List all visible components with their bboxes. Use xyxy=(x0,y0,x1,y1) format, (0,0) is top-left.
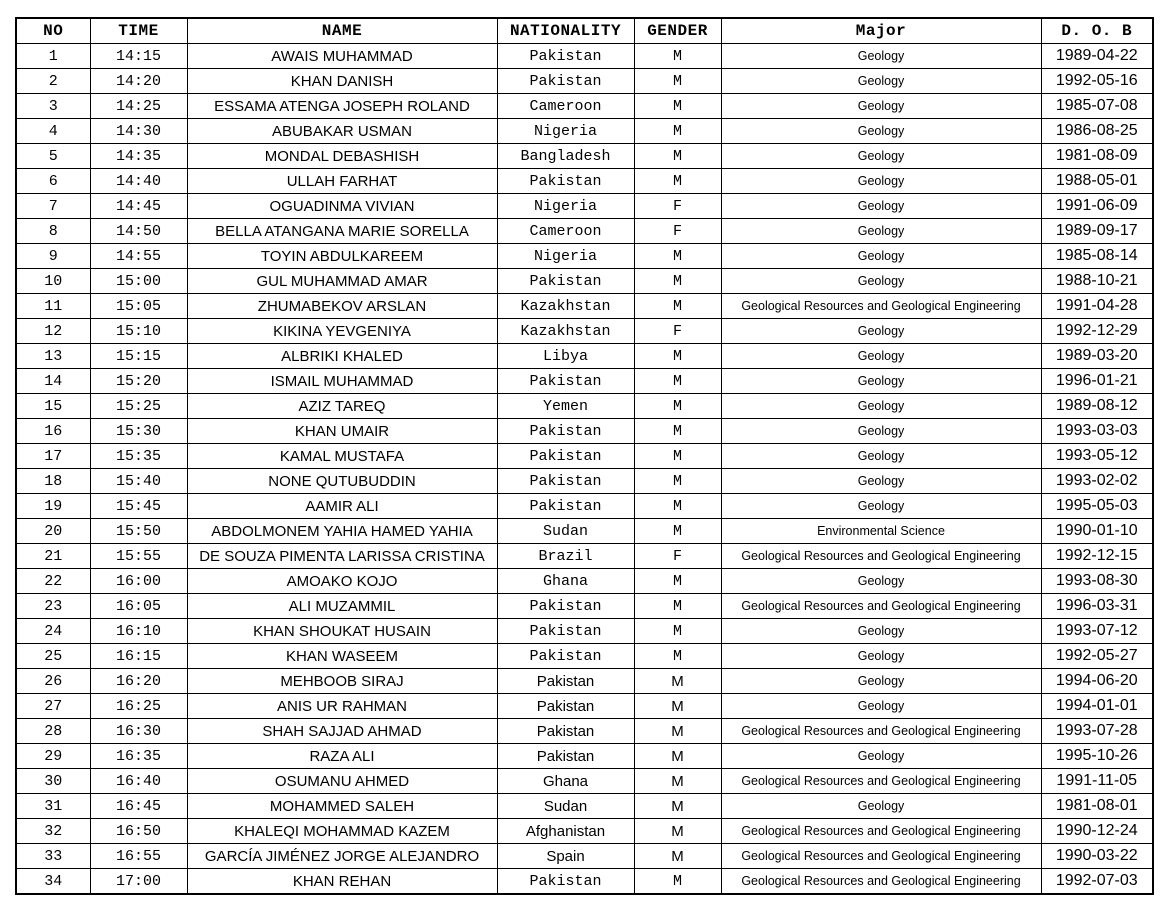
cell-dob: 1989-08-12 xyxy=(1041,394,1153,419)
cell-no: 15 xyxy=(16,394,90,419)
table-row xyxy=(16,644,1153,669)
table-row xyxy=(16,344,1153,369)
cell-time: 16:45 xyxy=(90,794,187,819)
cell-dob: 1991-06-09 xyxy=(1041,194,1153,219)
cell-no: 14 xyxy=(16,369,90,394)
table-row xyxy=(16,194,1153,219)
cell-dob: 1992-05-16 xyxy=(1041,69,1153,94)
cell-name: RAZA ALI xyxy=(187,744,497,769)
cell-dob: 1988-05-01 xyxy=(1041,169,1153,194)
cell-gender: M xyxy=(634,644,721,669)
cell-dob: 1993-02-02 xyxy=(1041,469,1153,494)
cell-gender: M xyxy=(634,594,721,619)
cell-nationality: Cameroon xyxy=(497,94,634,119)
cell-major: Geology xyxy=(721,369,1041,394)
cell-dob: 1986-08-25 xyxy=(1041,119,1153,144)
cell-no: 17 xyxy=(16,444,90,469)
cell-no: 3 xyxy=(16,94,90,119)
table-row xyxy=(16,169,1153,194)
cell-nationality: Kazakhstan xyxy=(497,294,634,319)
cell-dob: 1988-10-21 xyxy=(1041,269,1153,294)
cell-dob: 1994-06-20 xyxy=(1041,669,1153,694)
cell-no: 19 xyxy=(16,494,90,519)
cell-no: 11 xyxy=(16,294,90,319)
cell-name: KHAN SHOUKAT HUSAIN xyxy=(187,619,497,644)
cell-nationality: Nigeria xyxy=(497,194,634,219)
cell-gender: M xyxy=(634,44,721,69)
cell-nationality: Sudan xyxy=(497,794,634,819)
cell-time: 14:30 xyxy=(90,119,187,144)
table-row xyxy=(16,494,1153,519)
cell-time: 14:15 xyxy=(90,44,187,69)
cell-time: 16:05 xyxy=(90,594,187,619)
cell-gender: M xyxy=(634,444,721,469)
cell-gender: F xyxy=(634,219,721,244)
cell-dob: 1992-07-03 xyxy=(1041,869,1153,895)
cell-name: KAMAL MUSTAFA xyxy=(187,444,497,469)
cell-no: 21 xyxy=(16,544,90,569)
cell-major: Geological Resources and Geological Engineering xyxy=(721,769,1041,794)
cell-time: 15:00 xyxy=(90,269,187,294)
cell-gender: M xyxy=(634,294,721,319)
cell-nationality: Pakistan xyxy=(497,469,634,494)
cell-time: 15:50 xyxy=(90,519,187,544)
table-row xyxy=(16,94,1153,119)
cell-nationality: Ghana xyxy=(497,569,634,594)
cell-name: ANIS UR RAHMAN xyxy=(187,694,497,719)
cell-time: 15:25 xyxy=(90,394,187,419)
cell-major: Geological Resources and Geological Engineering xyxy=(721,719,1041,744)
cell-no: 18 xyxy=(16,469,90,494)
cell-major: Geology xyxy=(721,469,1041,494)
cell-gender: M xyxy=(634,269,721,294)
cell-gender: M xyxy=(634,119,721,144)
cell-major: Geology xyxy=(721,169,1041,194)
cell-gender: M xyxy=(634,94,721,119)
cell-gender: M xyxy=(634,144,721,169)
table-row xyxy=(16,869,1153,895)
cell-major: Geology xyxy=(721,794,1041,819)
cell-dob: 1991-11-05 xyxy=(1041,769,1153,794)
cell-major: Geology xyxy=(721,319,1041,344)
table-row xyxy=(16,844,1153,869)
table-row xyxy=(16,744,1153,769)
column-header-dob: D. O. B xyxy=(1041,18,1153,44)
cell-gender: F xyxy=(634,194,721,219)
cell-name: GUL MUHAMMAD AMAR xyxy=(187,269,497,294)
cell-name: KHAN WASEEM xyxy=(187,644,497,669)
table-row xyxy=(16,669,1153,694)
cell-nationality: Pakistan xyxy=(497,44,634,69)
cell-gender: F xyxy=(634,544,721,569)
cell-nationality: Brazil xyxy=(497,544,634,569)
cell-name: OGUADINMA VIVIAN xyxy=(187,194,497,219)
column-header-gender: GENDER xyxy=(634,18,721,44)
cell-no: 1 xyxy=(16,44,90,69)
cell-time: 15:40 xyxy=(90,469,187,494)
cell-nationality: Pakistan xyxy=(497,269,634,294)
cell-time: 15:30 xyxy=(90,419,187,444)
cell-major: Geological Resources and Geological Engineering xyxy=(721,294,1041,319)
cell-time: 14:50 xyxy=(90,219,187,244)
cell-nationality: Pakistan xyxy=(497,669,634,694)
cell-major: Environmental Science xyxy=(721,519,1041,544)
cell-major: Geological Resources and Geological Engineering xyxy=(721,869,1041,895)
cell-dob: 1993-08-30 xyxy=(1041,569,1153,594)
table-row xyxy=(16,244,1153,269)
cell-name: NONE QUTUBUDDIN xyxy=(187,469,497,494)
cell-major: Geology xyxy=(721,344,1041,369)
cell-major: Geology xyxy=(721,244,1041,269)
table-row xyxy=(16,44,1153,69)
cell-dob: 1992-12-29 xyxy=(1041,319,1153,344)
cell-nationality: Pakistan xyxy=(497,369,634,394)
cell-dob: 1985-07-08 xyxy=(1041,94,1153,119)
table-row xyxy=(16,144,1153,169)
cell-name: ABUBAKAR USMAN xyxy=(187,119,497,144)
cell-nationality: Pakistan xyxy=(497,494,634,519)
table-row xyxy=(16,594,1153,619)
cell-time: 14:55 xyxy=(90,244,187,269)
cell-major: Geological Resources and Geological Engineering xyxy=(721,544,1041,569)
cell-major: Geology xyxy=(721,694,1041,719)
cell-nationality: Pakistan xyxy=(497,744,634,769)
cell-name: DE SOUZA PIMENTA LARISSA CRISTINA xyxy=(187,544,497,569)
cell-dob: 1992-12-15 xyxy=(1041,544,1153,569)
cell-no: 12 xyxy=(16,319,90,344)
cell-dob: 1981-08-01 xyxy=(1041,794,1153,819)
cell-name: ZHUMABEKOV ARSLAN xyxy=(187,294,497,319)
cell-name: KHALEQI MOHAMMAD KAZEM xyxy=(187,819,497,844)
cell-major: Geology xyxy=(721,444,1041,469)
cell-nationality: Pakistan xyxy=(497,169,634,194)
cell-name: KIKINA YEVGENIYA xyxy=(187,319,497,344)
table-row xyxy=(16,794,1153,819)
cell-dob: 1990-01-10 xyxy=(1041,519,1153,544)
cell-gender: M xyxy=(634,794,721,819)
cell-dob: 1992-05-27 xyxy=(1041,644,1153,669)
header-row xyxy=(16,18,1153,44)
cell-no: 8 xyxy=(16,219,90,244)
cell-dob: 1990-03-22 xyxy=(1041,844,1153,869)
cell-time: 15:05 xyxy=(90,294,187,319)
cell-gender: M xyxy=(634,394,721,419)
cell-gender: M xyxy=(634,469,721,494)
cell-name: TOYIN ABDULKAREEM xyxy=(187,244,497,269)
cell-time: 16:55 xyxy=(90,844,187,869)
cell-time: 17:00 xyxy=(90,869,187,895)
cell-name: SHAH SAJJAD AHMAD xyxy=(187,719,497,744)
cell-no: 20 xyxy=(16,519,90,544)
cell-nationality: Kazakhstan xyxy=(497,319,634,344)
cell-major: Geology xyxy=(721,494,1041,519)
cell-gender: M xyxy=(634,344,721,369)
cell-time: 14:35 xyxy=(90,144,187,169)
table-row xyxy=(16,469,1153,494)
cell-no: 26 xyxy=(16,669,90,694)
table-row xyxy=(16,519,1153,544)
cell-dob: 1995-10-26 xyxy=(1041,744,1153,769)
cell-nationality: Spain xyxy=(497,844,634,869)
cell-major: Geology xyxy=(721,194,1041,219)
cell-dob: 1990-12-24 xyxy=(1041,819,1153,844)
cell-nationality: Pakistan xyxy=(497,869,634,895)
cell-major: Geological Resources and Geological Engineering xyxy=(721,819,1041,844)
cell-name: KHAN DANISH xyxy=(187,69,497,94)
cell-major: Geological Resources and Geological Engineering xyxy=(721,594,1041,619)
table-row xyxy=(16,69,1153,94)
cell-major: Geology xyxy=(721,144,1041,169)
cell-no: 7 xyxy=(16,194,90,219)
table-row xyxy=(16,119,1153,144)
cell-dob: 1994-01-01 xyxy=(1041,694,1153,719)
cell-dob: 1995-05-03 xyxy=(1041,494,1153,519)
cell-gender: M xyxy=(634,619,721,644)
attendance-table xyxy=(15,17,1154,895)
cell-name: BELLA ATANGANA MARIE SORELLA xyxy=(187,219,497,244)
cell-gender: M xyxy=(634,419,721,444)
table-row xyxy=(16,719,1153,744)
cell-gender: M xyxy=(634,169,721,194)
column-header-major: Major xyxy=(721,18,1041,44)
cell-time: 16:30 xyxy=(90,719,187,744)
cell-name: AZIZ TAREQ xyxy=(187,394,497,419)
cell-time: 14:25 xyxy=(90,94,187,119)
cell-no: 32 xyxy=(16,819,90,844)
cell-major: Geology xyxy=(721,119,1041,144)
cell-time: 15:55 xyxy=(90,544,187,569)
cell-gender: M xyxy=(634,694,721,719)
cell-major: Geology xyxy=(721,644,1041,669)
cell-name: MONDAL DEBASHISH xyxy=(187,144,497,169)
cell-name: ABDOLMONEM YAHIA HAMED YAHIA xyxy=(187,519,497,544)
cell-time: 15:15 xyxy=(90,344,187,369)
cell-time: 16:35 xyxy=(90,744,187,769)
cell-dob: 1989-03-20 xyxy=(1041,344,1153,369)
cell-nationality: Cameroon xyxy=(497,219,634,244)
cell-major: Geology xyxy=(721,269,1041,294)
cell-major: Geology xyxy=(721,619,1041,644)
column-header-no: NO xyxy=(16,18,90,44)
cell-name: MEHBOOB SIRAJ xyxy=(187,669,497,694)
cell-nationality: Ghana xyxy=(497,769,634,794)
table-row xyxy=(16,444,1153,469)
cell-nationality: Pakistan xyxy=(497,619,634,644)
cell-dob: 1985-08-14 xyxy=(1041,244,1153,269)
cell-no: 31 xyxy=(16,794,90,819)
cell-no: 22 xyxy=(16,569,90,594)
cell-nationality: Pakistan xyxy=(497,719,634,744)
cell-time: 14:20 xyxy=(90,69,187,94)
column-header-nationality: NATIONALITY xyxy=(497,18,634,44)
cell-major: Geology xyxy=(721,219,1041,244)
cell-no: 6 xyxy=(16,169,90,194)
cell-nationality: Nigeria xyxy=(497,119,634,144)
cell-major: Geology xyxy=(721,744,1041,769)
cell-time: 15:35 xyxy=(90,444,187,469)
cell-time: 16:40 xyxy=(90,769,187,794)
cell-name: AAMIR ALI xyxy=(187,494,497,519)
table-row xyxy=(16,694,1153,719)
cell-no: 13 xyxy=(16,344,90,369)
cell-time: 16:00 xyxy=(90,569,187,594)
cell-no: 10 xyxy=(16,269,90,294)
cell-gender: M xyxy=(634,819,721,844)
cell-name: KHAN UMAIR xyxy=(187,419,497,444)
cell-nationality: Pakistan xyxy=(497,69,634,94)
cell-no: 2 xyxy=(16,69,90,94)
table-row xyxy=(16,569,1153,594)
cell-name: OSUMANU AHMED xyxy=(187,769,497,794)
column-header-name: NAME xyxy=(187,18,497,44)
cell-time: 14:40 xyxy=(90,169,187,194)
cell-nationality: Yemen xyxy=(497,394,634,419)
cell-name: MOHAMMED SALEH xyxy=(187,794,497,819)
cell-no: 29 xyxy=(16,744,90,769)
cell-gender: M xyxy=(634,744,721,769)
cell-major: Geology xyxy=(721,44,1041,69)
cell-dob: 1989-04-22 xyxy=(1041,44,1153,69)
cell-name: ULLAH FARHAT xyxy=(187,169,497,194)
cell-no: 34 xyxy=(16,869,90,895)
cell-time: 15:45 xyxy=(90,494,187,519)
cell-gender: M xyxy=(634,369,721,394)
cell-nationality: Pakistan xyxy=(497,444,634,469)
table-row xyxy=(16,319,1153,344)
cell-dob: 1993-03-03 xyxy=(1041,419,1153,444)
cell-time: 16:20 xyxy=(90,669,187,694)
cell-gender: M xyxy=(634,519,721,544)
cell-gender: M xyxy=(634,669,721,694)
cell-dob: 1993-05-12 xyxy=(1041,444,1153,469)
cell-nationality: Pakistan xyxy=(497,694,634,719)
cell-gender: F xyxy=(634,319,721,344)
cell-dob: 1996-03-31 xyxy=(1041,594,1153,619)
cell-major: Geology xyxy=(721,669,1041,694)
cell-dob: 1993-07-12 xyxy=(1041,619,1153,644)
cell-no: 23 xyxy=(16,594,90,619)
table-row xyxy=(16,294,1153,319)
cell-gender: M xyxy=(634,719,721,744)
table-row xyxy=(16,419,1153,444)
cell-gender: M xyxy=(634,869,721,895)
cell-nationality: Pakistan xyxy=(497,419,634,444)
cell-dob: 1989-09-17 xyxy=(1041,219,1153,244)
cell-no: 24 xyxy=(16,619,90,644)
cell-no: 33 xyxy=(16,844,90,869)
cell-gender: M xyxy=(634,69,721,94)
cell-no: 4 xyxy=(16,119,90,144)
cell-major: Geology xyxy=(721,94,1041,119)
table-row xyxy=(16,544,1153,569)
cell-dob: 1981-08-09 xyxy=(1041,144,1153,169)
table-row xyxy=(16,219,1153,244)
cell-time: 16:10 xyxy=(90,619,187,644)
cell-no: 28 xyxy=(16,719,90,744)
cell-name: ESSAMA ATENGA JOSEPH ROLAND xyxy=(187,94,497,119)
cell-time: 16:50 xyxy=(90,819,187,844)
cell-time: 16:15 xyxy=(90,644,187,669)
cell-name: ALI MUZAMMIL xyxy=(187,594,497,619)
cell-nationality: Bangladesh xyxy=(497,144,634,169)
cell-no: 16 xyxy=(16,419,90,444)
cell-no: 27 xyxy=(16,694,90,719)
column-header-time: TIME xyxy=(90,18,187,44)
cell-gender: M xyxy=(634,844,721,869)
cell-gender: M xyxy=(634,569,721,594)
table-body xyxy=(16,44,1153,895)
cell-name: GARCÍA JIMÉNEZ JORGE ALEJANDRO xyxy=(187,844,497,869)
cell-major: Geology xyxy=(721,394,1041,419)
cell-gender: M xyxy=(634,769,721,794)
table-row xyxy=(16,394,1153,419)
cell-nationality: Pakistan xyxy=(497,644,634,669)
cell-nationality: Libya xyxy=(497,344,634,369)
cell-name: ISMAIL MUHAMMAD xyxy=(187,369,497,394)
cell-dob: 1996-01-21 xyxy=(1041,369,1153,394)
cell-no: 30 xyxy=(16,769,90,794)
cell-nationality: Pakistan xyxy=(497,594,634,619)
cell-major: Geology xyxy=(721,419,1041,444)
cell-time: 16:25 xyxy=(90,694,187,719)
cell-time: 15:20 xyxy=(90,369,187,394)
cell-time: 14:45 xyxy=(90,194,187,219)
cell-name: KHAN REHAN xyxy=(187,869,497,895)
cell-dob: 1993-07-28 xyxy=(1041,719,1153,744)
cell-gender: M xyxy=(634,494,721,519)
cell-nationality: Sudan xyxy=(497,519,634,544)
table-row xyxy=(16,619,1153,644)
table-row xyxy=(16,819,1153,844)
cell-name: AWAIS MUHAMMAD xyxy=(187,44,497,69)
cell-time: 15:10 xyxy=(90,319,187,344)
cell-name: AMOAKO KOJO xyxy=(187,569,497,594)
cell-nationality: Nigeria xyxy=(497,244,634,269)
cell-major: Geology xyxy=(721,69,1041,94)
table-row xyxy=(16,769,1153,794)
cell-major: Geology xyxy=(721,569,1041,594)
cell-major: Geological Resources and Geological Engineering xyxy=(721,844,1041,869)
cell-gender: M xyxy=(634,244,721,269)
table-row xyxy=(16,369,1153,394)
cell-no: 9 xyxy=(16,244,90,269)
cell-name: ALBRIKI KHALED xyxy=(187,344,497,369)
table-row xyxy=(16,269,1153,294)
cell-dob: 1991-04-28 xyxy=(1041,294,1153,319)
cell-no: 25 xyxy=(16,644,90,669)
cell-no: 5 xyxy=(16,144,90,169)
cell-nationality: Afghanistan xyxy=(497,819,634,844)
